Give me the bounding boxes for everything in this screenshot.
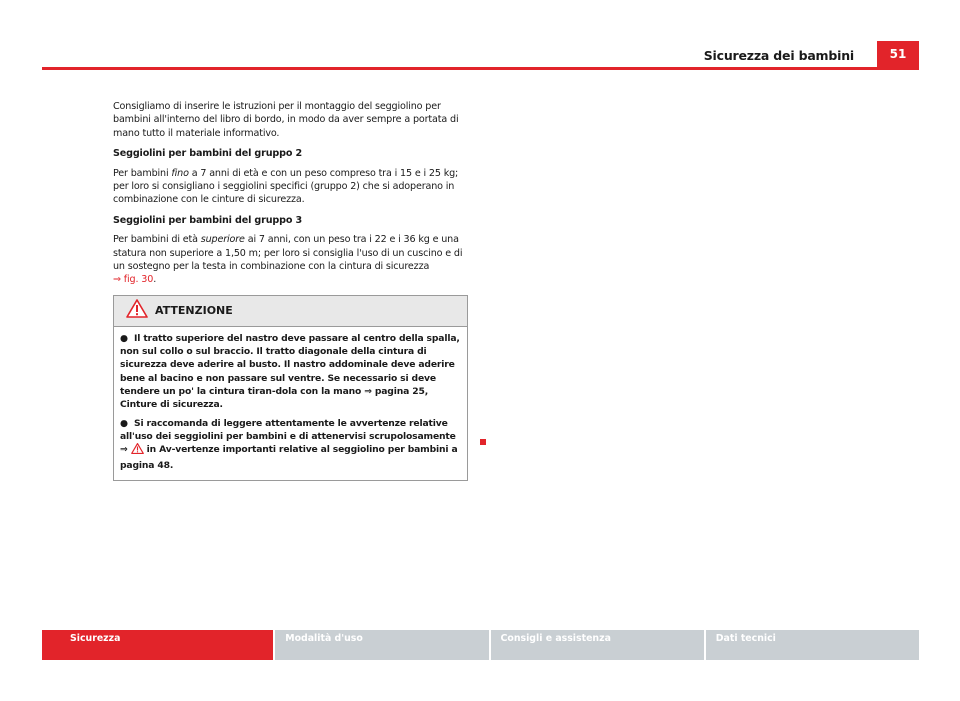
warning-title: ATTENZIONE <box>155 304 233 318</box>
footer-tab-dati-tecnici[interactable]: Dati tecnici <box>706 630 919 660</box>
section-end-mark <box>480 439 486 445</box>
warning-body <box>114 327 467 480</box>
footer-tab-modalita-uso[interactable]: Modalità d'uso <box>275 630 488 660</box>
header-section-title: Sicurezza dei bambini <box>703 48 854 63</box>
group2-paragraph: Per bambini fino a 7 anni di età e con un peso compreso tra i 15 e i 25 kg; per loro si consigliano i seggiolini specifici (gruppo 2) che si adoperano in combinazione con le cinture di sicurezza. <box>113 167 459 206</box>
group2-heading: Seggiolini per bambini del gruppo 2 <box>113 148 302 160</box>
group3-paragraph: Per bambini di età superiore ai 7 anni, con un peso tra i 22 e i 36 kg e una statura non superiore a 1,50 m; per loro si consiglia l'uso di un cuscino e di un sostegno per la testa in combinazione con la cintura di sicurezza ⇒ fig. 30. <box>113 234 463 286</box>
fig-link[interactable]: ⇒ fig. 30 <box>113 274 154 286</box>
intro-paragraph: Consigliamo di inserire le istruzioni per il montaggio del seggiolino per bambini all'interno del libro di bordo, in modo da aver sempre a portata di mano tutto il materiale informativo. <box>113 101 459 139</box>
warning-header <box>114 296 467 327</box>
header-rule <box>42 67 919 70</box>
footer-tab-sicurezza[interactable]: Sicurezza <box>42 630 273 660</box>
warning-triangle-icon <box>131 443 144 458</box>
page-number-badge: 51 <box>877 41 919 67</box>
bullet-icon: ● <box>120 417 128 429</box>
warning-box <box>113 295 468 481</box>
warning-bullet-2: ● Si raccomanda di leggere attentamente le avvertenze relative all'uso dei seggiolini per bambini e di attenervisi scrupolosamente ⇒ in Av-vertenze importanti relative al seggiolino per bambini a pagina 48. <box>120 417 458 471</box>
footer-nav <box>42 630 919 660</box>
main-column <box>113 100 468 481</box>
warning-triangle-icon <box>126 299 148 322</box>
bullet-icon: ● <box>120 332 128 344</box>
group3-heading: Seggiolini per bambini del gruppo 3 <box>113 214 302 226</box>
warning-bullet-1: ● Il tratto superiore del nastro deve passare al centro della spalla, non sul collo o sul braccio. Il tratto diagonale della cintura di sicurezza deve aderire al busto. Il nastro addominale deve aderire bene al bacino e non passare sul ventre. Se necessario si deve tendere un po' la cintura tiran-dola con la mano ⇒ pagina 25, Cinture di sicurezza. <box>120 332 460 411</box>
footer-tab-consigli-assistenza[interactable]: Consigli e assistenza <box>491 630 704 660</box>
